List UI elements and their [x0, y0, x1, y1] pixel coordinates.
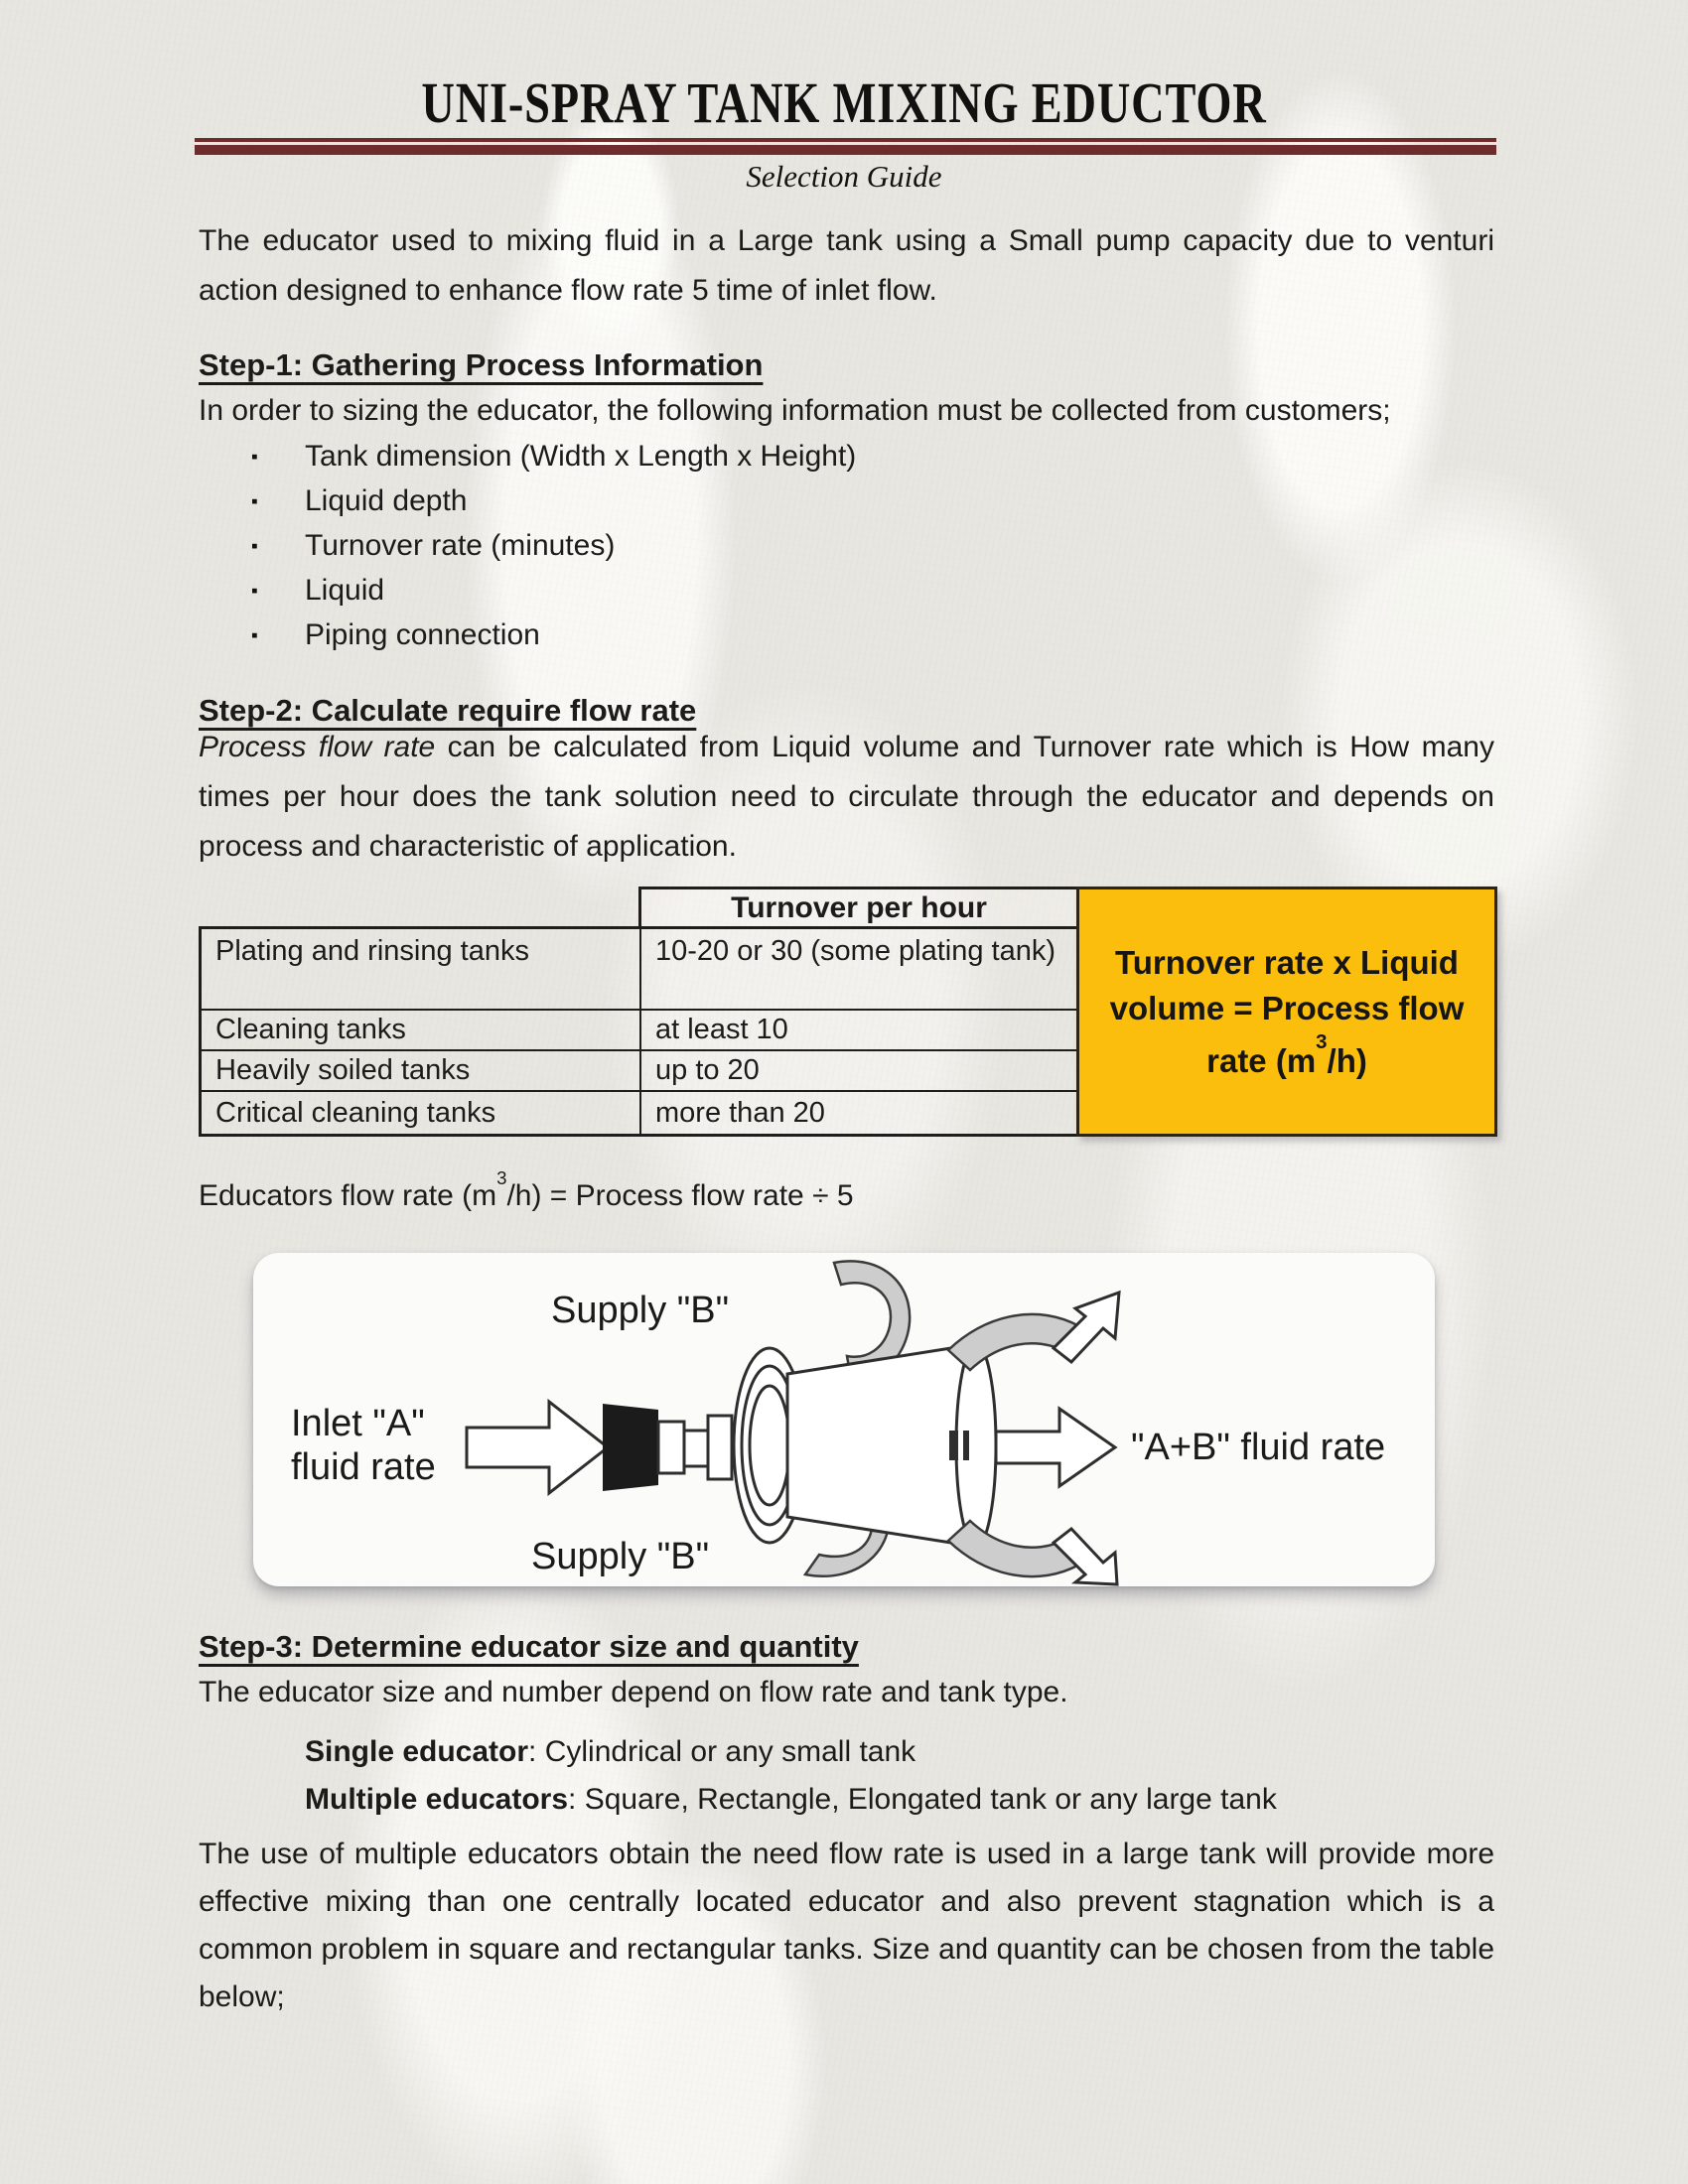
table-row — [202, 929, 1076, 1009]
square-bullet-icon: ▪ — [251, 447, 258, 468]
single-educator-line: Single educator: Cylindrical or any small tank — [305, 1735, 916, 1768]
title-divider-rule — [195, 138, 1496, 155]
flange-inner — [750, 1386, 789, 1505]
square-bullet-icon: ▪ — [251, 625, 258, 646]
diagram-label-inlet-line2: fluid rate — [291, 1446, 436, 1488]
closing-paragraph: The use of multiple educators obtain the need flow rate is used in a large tank will provide more effective mixing than one centrally located educator and also prevent stagnation which is a common problem in square and rectangular tanks. Size and quantity can be chosen from the table below; — [199, 1838, 1494, 2013]
step2-paragraph: Process flow rate can be calculated from Liquid volume and Turnover rate which is How many times per hour does the tank solution need to circulate through the educator and depends on process and characteristic of application. — [199, 731, 1494, 863]
nozzle-shape — [603, 1404, 658, 1491]
table-cell-value: at least 10 — [655, 1014, 788, 1045]
process-flow-rate-callout — [1076, 887, 1497, 1137]
step3-lead: The educator size and number depend on flow rate and tank type. — [199, 1676, 1068, 1708]
eductor-cone-body — [787, 1344, 976, 1547]
square-bullet-icon: ▪ — [251, 536, 258, 557]
diagram-label-supply-bottom: Supply "B" — [531, 1536, 710, 1577]
multiple-educators-line: Multiple educators: Square, Rectangle, Elongated tank or any large tank — [305, 1783, 1277, 1816]
table-cell-label: Critical cleaning tanks — [202, 1092, 641, 1134]
educator-flow-rate-formula: Educators flow rate $(m^3/h)$ = Process flow rate ÷ 5 — [199, 1166, 854, 1212]
step1-heading: Step-1: Gathering Process Information — [199, 347, 764, 382]
eductor-diagram — [253, 1253, 1435, 1586]
inlet-flow-arrow — [467, 1402, 608, 1493]
table-cell-label: Heavily soiled tanks — [202, 1051, 641, 1090]
table-cell-value: up to 20 — [655, 1054, 760, 1086]
table-cell-value: 10-20 or 30 (some plating tank) — [655, 935, 1055, 967]
bullet-item: ▪ Piping connection — [251, 615, 856, 660]
connector-step — [684, 1431, 708, 1466]
outlet-flow-arrow — [996, 1409, 1115, 1486]
bullet-item: ▪ Turnover rate (minutes) — [251, 526, 856, 571]
connector-step — [708, 1416, 732, 1479]
table-row — [202, 1009, 1076, 1049]
table-row — [202, 1090, 1076, 1134]
step3-heading: Step-3: Determine educator size and quantity — [199, 1629, 859, 1664]
table-header-turnover-per-hour: Turnover per hour — [638, 887, 1079, 926]
turnover-table — [199, 926, 1079, 1137]
diagram-label-supply-top: Supply "B" — [551, 1290, 730, 1331]
page-title: UNI-SPRAY TANK MIXING EDUCTOR — [421, 70, 1267, 135]
callout-text: Turnover rate x Liquid volume = Process flow rate $(m^3/h)$ — [1109, 943, 1465, 1079]
diagram-label-outlet: "A+B" fluid rate — [1131, 1427, 1386, 1468]
step1-lead: In order to sizing the educator, the following information must be collected from customers; — [199, 394, 1391, 427]
step2-heading: Step-2: Calculate require flow rate — [199, 693, 697, 728]
outlet-tick — [949, 1431, 958, 1460]
process-flow-rate-term: Process flow rate — [199, 731, 436, 763]
bullet-item: ▪ Liquid depth — [251, 481, 856, 526]
eductor-diagram-card — [253, 1253, 1435, 1586]
diagram-label-inlet-line1: Inlet "A" — [291, 1403, 425, 1444]
outlet-ellipse — [956, 1344, 996, 1547]
square-bullet-icon: ▪ — [251, 491, 258, 512]
square-bullet-icon: ▪ — [251, 581, 258, 602]
page-subtitle: Selection Guide — [746, 159, 942, 194]
table-cell-value: more than 20 — [655, 1096, 825, 1129]
table-cell-label: Cleaning tanks — [202, 1011, 641, 1049]
bullet-item: ▪ Tank dimension (Width x Length x Height) — [251, 437, 856, 481]
table-cell-label: Plating and rinsing tanks — [202, 929, 641, 1009]
bullet-item: ▪ Liquid — [251, 571, 856, 615]
table-row — [202, 1049, 1076, 1090]
step1-bullet-list — [251, 437, 856, 660]
outlet-tick — [963, 1431, 969, 1460]
intro-paragraph: The educator used to mixing fluid in a Large tank using a Small pump capacity due to venturi action designed to enhance flow rate 5 time of inlet flow. — [199, 224, 1494, 307]
connector-step — [658, 1422, 684, 1473]
